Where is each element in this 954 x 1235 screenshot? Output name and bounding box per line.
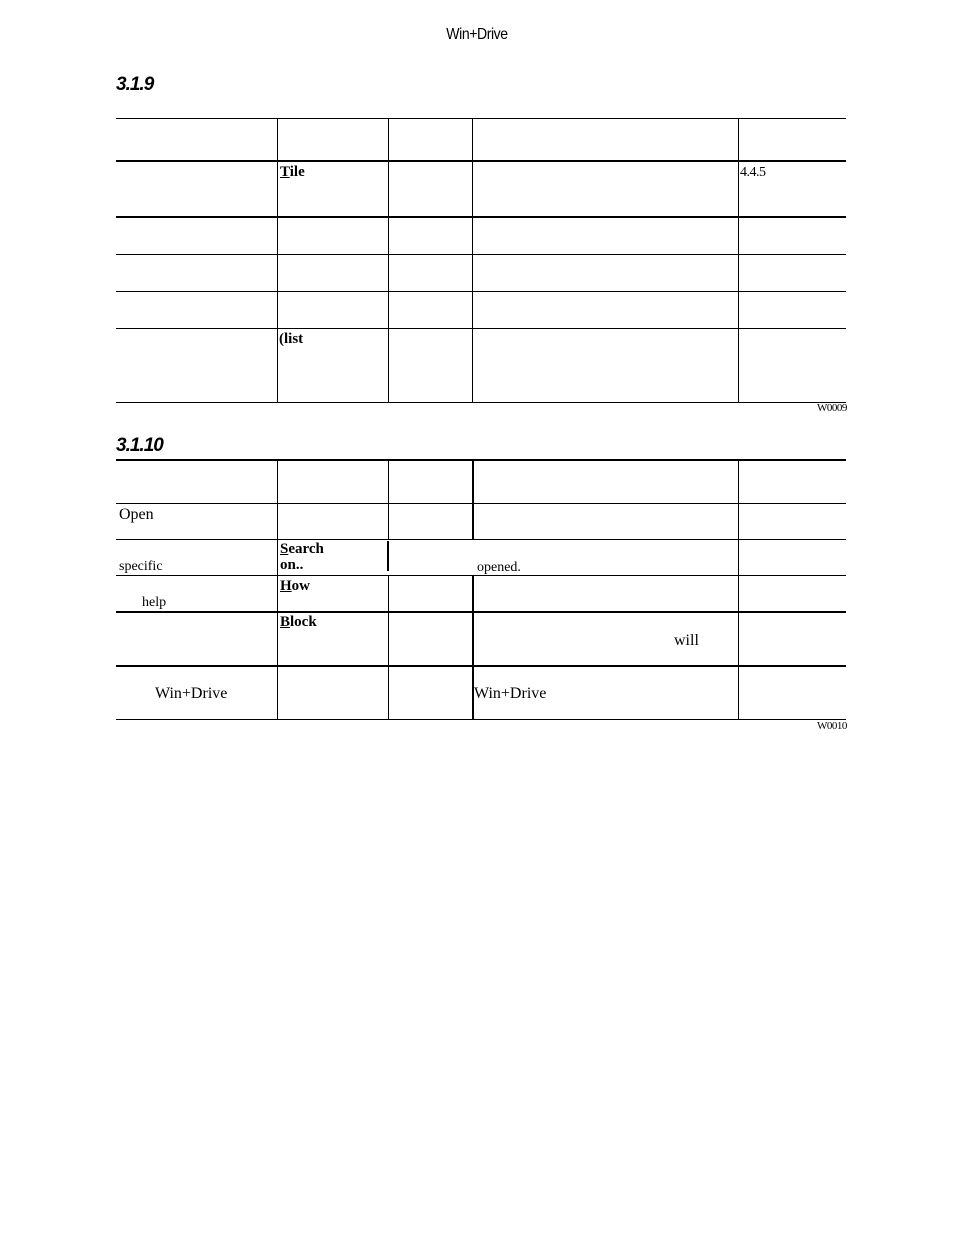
table-rule <box>116 160 846 162</box>
table-cell-specific: specific <box>119 559 163 574</box>
table-column-rule <box>738 118 739 402</box>
table-rule <box>116 503 846 504</box>
table-column-rule <box>388 575 389 719</box>
table-cell-search: Search <box>280 541 324 557</box>
table-column-rule <box>738 459 739 719</box>
table-cell-open: Open <box>119 506 154 523</box>
table-cell-help: help <box>142 595 167 610</box>
table-rule <box>116 539 846 540</box>
hotkey-letter: B <box>280 614 291 630</box>
table-cell-block: Block <box>280 614 317 630</box>
page-header-title: Win+Drive <box>446 26 508 43</box>
hotkey-letter: S <box>280 541 289 557</box>
table-column-rule <box>388 459 389 539</box>
table-cell-tile: Tile <box>280 164 305 180</box>
table-column-rule <box>387 541 389 571</box>
table-cell-will: will <box>674 632 699 649</box>
table-rule <box>116 328 846 329</box>
figure-id: W0009 <box>817 402 847 414</box>
table-column-rule <box>472 118 473 402</box>
table-rule <box>116 611 846 613</box>
table-rule <box>116 118 846 119</box>
hotkey-letter: H <box>280 578 292 594</box>
table-column-rule <box>388 118 389 402</box>
table-cell-search-line2: on.. <box>280 557 304 573</box>
table-rule <box>116 254 846 255</box>
table-cell-windrive-right: Win+Drive <box>474 685 547 702</box>
table-cell-how: How <box>280 578 311 594</box>
table-rule <box>116 216 846 218</box>
table-rule <box>116 665 846 667</box>
table-cell-windrive-left: Win+Drive <box>155 685 228 702</box>
table-column-rule <box>277 118 278 402</box>
section-number-3110: 3.1.10 <box>116 435 163 456</box>
hotkey-letter: T <box>280 164 290 180</box>
table-cell-list: (list <box>279 331 304 347</box>
section-number-319: 3.1.9 <box>116 74 154 95</box>
figure-id: W0010 <box>817 720 847 732</box>
table-column-rule <box>277 459 278 719</box>
table-cell-opened: opened. <box>477 560 521 575</box>
table-rule <box>116 402 846 403</box>
table-column-rule <box>472 459 474 539</box>
table-cell-reference: 4.4.5 <box>740 165 766 180</box>
table-rule <box>116 291 846 292</box>
table-rule <box>116 719 846 720</box>
table-rule <box>116 459 846 461</box>
